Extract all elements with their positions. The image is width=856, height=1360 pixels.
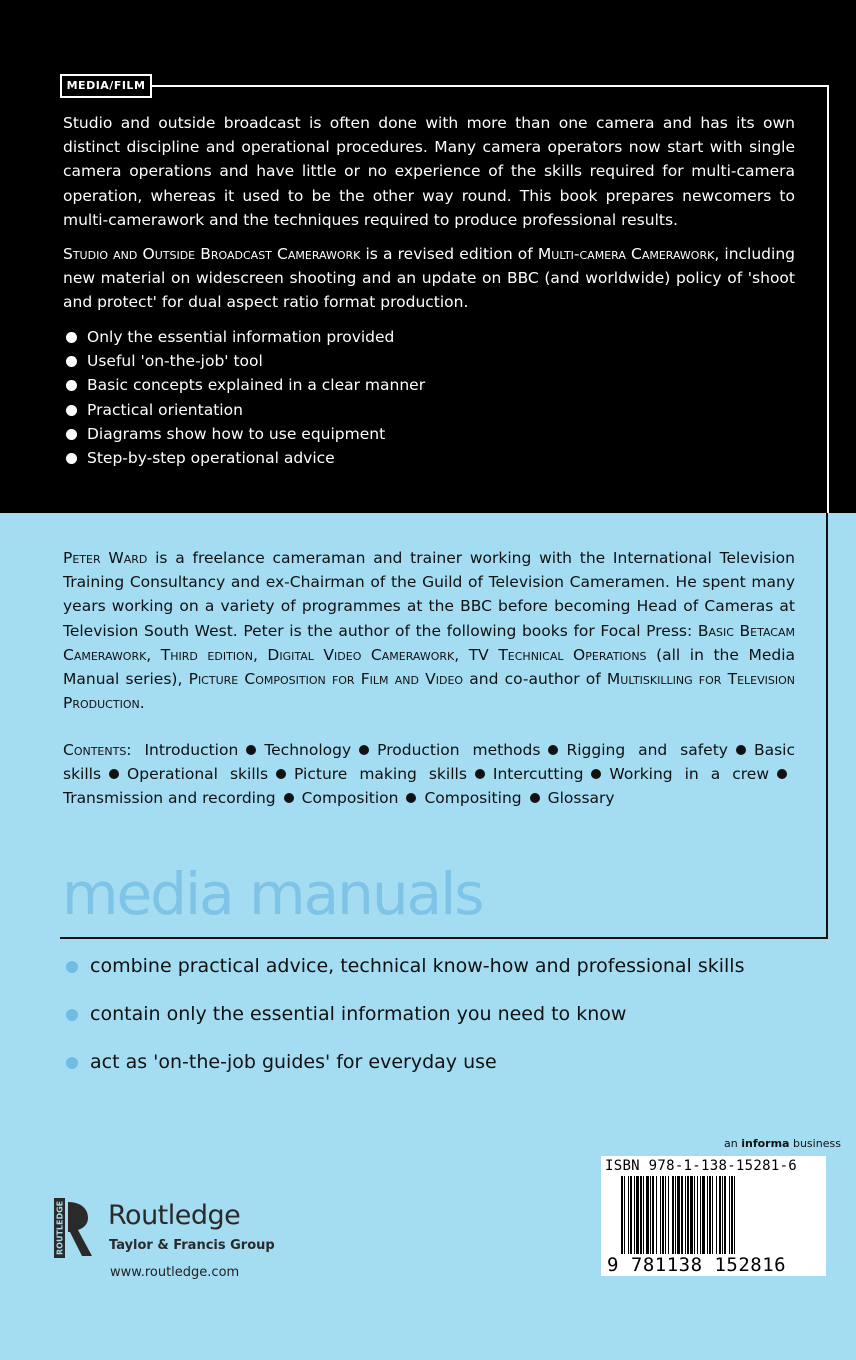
bullet-icon — [66, 405, 77, 416]
feature-list — [66, 325, 425, 470]
feature-item: Practical orientation — [66, 398, 425, 422]
contents-label: Contents: — [63, 741, 132, 759]
separator-dot-icon — [406, 793, 416, 803]
contents-list — [63, 738, 795, 811]
bullet-icon — [66, 332, 77, 343]
svg-text:ROUTLEDGE: ROUTLEDGE — [55, 1200, 65, 1255]
contents-item: Intercutting — [492, 765, 584, 784]
publisher-url: www.routledge.com — [110, 1265, 240, 1280]
contents-item: Compositing — [424, 789, 522, 808]
bullet-icon — [66, 453, 77, 464]
author-name: Peter Ward — [63, 549, 148, 567]
separator-dot-icon — [548, 745, 558, 755]
contents-item: Introduction — [144, 741, 239, 759]
separator-dot-icon — [284, 793, 294, 803]
contents-item: Composition — [301, 789, 399, 808]
contents-item: Technology — [264, 741, 352, 759]
contents-item: Rigging and safety — [566, 741, 728, 759]
barcode-bars — [621, 1176, 811, 1254]
separator-dot-icon — [109, 769, 119, 779]
author-bio: Peter Ward is a freelance cameraman and trainer working with the International Television Training Consultancy and ex-Chairman of the Guild of Television Cameramen. He spent many years working on a variety of programmes at the BBC before becoming Head of Cameras at Television South West. Peter is the author of the following books for Focal Press: Basic Betacam Camerawork, Third edition, Digital Video Camerawork, TV Technical Operations (all in the Media Manual series), Picture Composition for Film and Video and co-author of Multiskilling for Television Production. — [63, 549, 795, 713]
feature-item: Only the essential information provided — [66, 325, 425, 349]
informa-tagline: an informa business — [724, 1137, 841, 1150]
barcode-number: 9 781138 152816 — [607, 1254, 787, 1276]
edition-paragraph: Studio and Outside Broadcast Camerawork is a revised edition of Multi-camera Camerawork, including new material on widescreen shooting and an update on BBC (and worldwide) policy of 'shoot and protect' for dual aspect ratio format production. — [63, 245, 795, 312]
book-title: Studio and Outside Broadcast Camerawork — [63, 245, 361, 263]
bullet-icon — [66, 429, 77, 440]
separator-dot-icon — [777, 769, 787, 779]
contents-item: Operational skills — [127, 765, 269, 784]
feature-item: Useful 'on-the-job' tool — [66, 349, 425, 373]
separator-dot-icon — [359, 745, 369, 755]
series-point: combine practical advice, technical know-how and professional skills — [66, 954, 744, 1002]
contents-item: Glossary — [547, 789, 615, 808]
frame-line-bottom — [60, 937, 828, 939]
separator-dot-icon — [530, 793, 540, 803]
publisher-name: Routledge — [108, 1200, 241, 1231]
contents-item: Transmission and recording — [63, 789, 276, 808]
bullet-icon — [66, 380, 77, 391]
separator-dot-icon — [276, 769, 286, 779]
contents-item: Working in a crew — [609, 765, 769, 784]
feature-item: Diagrams show how to use equipment — [66, 422, 425, 446]
bullet-icon — [66, 1057, 78, 1069]
separator-dot-icon — [475, 769, 485, 779]
frame-line-top — [152, 85, 829, 87]
previous-title: Multi-camera Camerawork — [537, 245, 715, 263]
series-point: act as 'on-the-job guides' for everyday use — [66, 1050, 744, 1098]
category-tag: MEDIA/FILM — [60, 74, 152, 98]
series-points — [66, 954, 744, 1098]
routledge-logo-icon — [54, 1198, 94, 1258]
bullet-icon — [66, 1009, 78, 1021]
isbn-text: ISBN 978-1-138-15281-6 — [605, 1158, 798, 1174]
bullet-icon — [66, 356, 77, 367]
separator-dot-icon — [591, 769, 601, 779]
feature-item: Step-by-step operational advice — [66, 446, 425, 470]
contents-item: Basic skills — [63, 741, 795, 784]
bullet-icon — [66, 961, 78, 973]
series-point: contain only the essential information you need to know — [66, 1002, 744, 1050]
frame-line-right-upper — [827, 85, 829, 513]
contents-item: Picture making skills — [294, 765, 467, 784]
barcode — [601, 1156, 826, 1276]
publisher-group: Taylor & Francis Group — [109, 1238, 275, 1253]
separator-dot-icon — [246, 745, 256, 755]
series-title: media manuals — [62, 860, 483, 928]
frame-line-right-lower — [826, 513, 828, 939]
feature-item: Basic concepts explained in a clear manner — [66, 373, 425, 397]
intro-paragraph: Studio and outside broadcast is often done with more than one camera and has its own distinct discipline and operational procedures. Many camera operators now start with single camera operations and have little or no experience of the skills required for multi-camera operation, whereas it used to be the other way round. This book prepares newcomers to multi-camerawork and the techniques required to produce professional results. — [63, 114, 795, 229]
separator-dot-icon — [736, 745, 746, 755]
contents-item: Production methods — [377, 741, 541, 759]
